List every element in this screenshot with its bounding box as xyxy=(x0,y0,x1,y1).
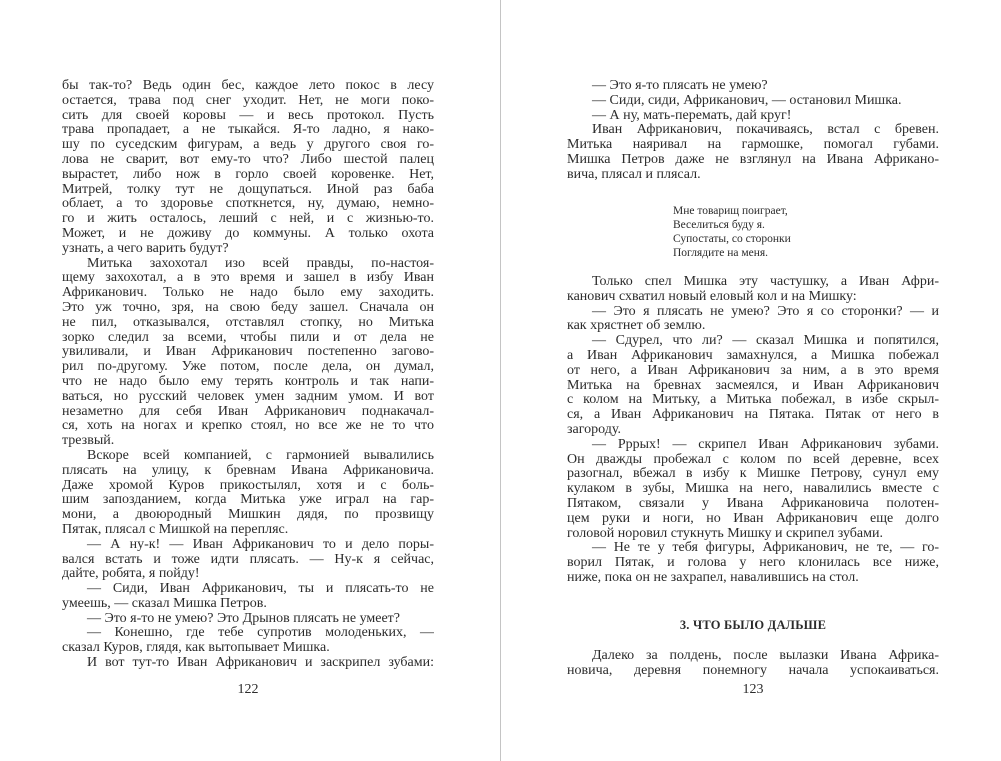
text-line: Митька наяривал на гармошке, помогал губами. xyxy=(567,138,939,153)
page-number-left: 122 xyxy=(237,682,259,697)
text-line: головой норовил стукнуть Мишку и скрипел зубами. xyxy=(567,526,883,541)
text-line: сказал Куров, глядя, как вытопывает Мишка. xyxy=(62,641,330,656)
text-line: — Рррых! — скрипел Иван Африканович зубами. xyxy=(592,437,939,452)
paragraph xyxy=(62,582,434,612)
text-line: Он дважды пробежал с колом по всей деревне, всех xyxy=(567,452,939,467)
text-line: что не надо было ему терять контроль и так напи- xyxy=(62,374,434,389)
text-line: Может, и не доживу до коммуны. А только охота xyxy=(62,226,434,241)
text-line: щему захохотал, а в это время и зашел в избу Иван xyxy=(62,271,434,286)
paragraph xyxy=(62,449,434,538)
paragraph xyxy=(62,656,434,671)
chapter-heading: 3. ЧТО БЫЛО ДАЛЬШЕ xyxy=(679,618,827,632)
text-line: Митька захохотал изо всей правды, по-настоя- xyxy=(87,256,434,271)
text-line: трезвый. xyxy=(62,434,115,449)
text-line: Мишка Петров даже не взглянул на Ивана Африкано- xyxy=(567,152,939,167)
poem-line: Веселиться буду я. xyxy=(673,219,765,231)
text-line: — Конешно, где тебе супротив молоденьких, — xyxy=(87,626,434,641)
right-page-text-bottom xyxy=(567,649,939,679)
text-line: го и жить осталось, леший с ней, и с жизнью-то. xyxy=(62,212,434,227)
text-line: Вскоре всей компанией, с гармонией вывалились xyxy=(87,448,434,463)
text-line: умеешь, — сказал Мишка Петров. xyxy=(62,596,267,611)
text-line: рил по-другому. Уже потом, после дела, он думал, xyxy=(62,360,434,375)
text-line: цем руки и ноги, но Иван Африканович еще долго xyxy=(567,511,939,526)
text-line: — Это я плясать не умею? Это я со сторонки? — и xyxy=(592,304,939,319)
text-line: Даже хромой Куров прикостылял, хотя и с боль- xyxy=(62,478,434,493)
text-line: шу по суседским фигурам, а ведь у другого своя го- xyxy=(62,138,434,153)
text-line: дайте, робята, я пойду! xyxy=(62,567,200,582)
text-line: ся, а Иван Африканович на Пятака. Пятак от него в xyxy=(567,408,939,423)
paragraph xyxy=(567,334,939,438)
text-line: И вот тут-то Иван Африканович и заскрипел зубами: xyxy=(87,656,434,671)
text-line: а Иван Африканович замахнулся, а Мишка побежал xyxy=(567,348,939,363)
text-line: — Не те у тебя фигуры, Африканович, не те, — го- xyxy=(592,541,939,556)
paragraph xyxy=(567,109,939,124)
right-page-text-middle xyxy=(567,275,939,586)
text-line: с колом на Митьку, а Митька побежал, в избе скрыл- xyxy=(567,393,939,408)
text-line: Митрей, толку тут не дощупаться. Иной раз баба xyxy=(62,182,434,197)
text-line: не пил, отказывался, отставлял стопку, но Митька xyxy=(62,315,434,330)
paragraph xyxy=(62,79,434,257)
text-line: бы так-то? Ведь один бес, каждое лето покос в лесу xyxy=(62,79,434,93)
text-line: вырастет, либо нож в горло своей коровенке. Нет, xyxy=(62,167,434,182)
page-number-right: 123 xyxy=(742,682,764,697)
text-line: — Сдурел, что ли? — сказал Мишка и попятился, xyxy=(592,334,939,349)
text-line: узнать, а чего варить будут? xyxy=(62,241,229,256)
text-line: Это уж точно, зря, на свою беду зашел. Сначала он xyxy=(62,300,434,315)
paragraph xyxy=(567,305,939,335)
text-line: — Сиди, сиди, Африканович, — остановил Мишка. xyxy=(592,93,902,108)
paragraph xyxy=(567,94,939,109)
left-page-text xyxy=(62,79,434,671)
text-line: сить для своей коровы — и весь протокол. Пусть xyxy=(62,108,434,123)
text-line: облает, а то здоровье споткнется, ну, думаю, немно- xyxy=(62,197,434,212)
text-line: кулаком в зубы, Мишка на него, навалились вместе с xyxy=(567,482,939,497)
text-line: мони, а двоюродный Мишкин дядя, по прозвищу xyxy=(62,508,434,523)
text-line: новича, деревня понемногу начала успокаиваться. xyxy=(567,663,939,678)
text-line: Только спел Мишка эту частушку, а Иван Афри- xyxy=(592,275,939,289)
poem-line: Поглядите на меня. xyxy=(673,247,769,259)
text-line: Пятаком, связали у Ивана Африкановича полотен- xyxy=(567,496,939,511)
text-line: Иван Африканович, покачиваясь, встал с бревен. xyxy=(592,123,939,138)
paragraph xyxy=(567,275,939,305)
text-line: — А ну, мать-перемать, дай круг! xyxy=(592,108,792,123)
text-line: незаметно для себя Иван Африканович поднакачал- xyxy=(62,404,434,419)
text-line: зорко следил за всеми, чтобы пили и от дела не xyxy=(62,330,434,345)
text-line: — А ну-к! — Иван Африканович то и дело поры- xyxy=(87,537,434,552)
paragraph xyxy=(62,538,434,582)
poem-line: Мне товарищ поиграет, xyxy=(673,205,788,217)
page-gutter xyxy=(500,0,501,761)
text-line: вича, плясал и плясал. xyxy=(567,167,701,182)
text-line: ниже, пока он не захрапел, навалившись на стол. xyxy=(567,570,859,585)
text-line: остается, трава под снег уходит. Нет, не моги поко- xyxy=(62,93,434,108)
text-line: — Это я-то плясать не умею? xyxy=(592,79,768,93)
paragraph xyxy=(62,257,434,449)
paragraph xyxy=(62,626,434,656)
text-line: загороду. xyxy=(567,422,621,437)
text-line: от него, а Иван Африканович за ним, а в это время xyxy=(567,363,939,378)
text-line: как хрястнет об землю. xyxy=(567,319,706,334)
text-line: шим запозданием, когда Митька уже играл на гар- xyxy=(62,493,434,508)
text-line: Митька на бревнах засмеялся, и Иван Африканович xyxy=(567,378,939,393)
text-line: плясать на улицу, к бревнам Ивана Африкановича. xyxy=(62,463,434,478)
text-line: увиливали, и Иван Африканович постепенно загово- xyxy=(62,345,434,360)
right-page-text-top xyxy=(567,79,939,183)
paragraph xyxy=(567,79,939,94)
text-line: Далеко за полдень, после вылазки Ивана Африка- xyxy=(592,649,939,663)
text-line: вался встать и тоже идти плясать. — Ну-к я сейчас, xyxy=(62,552,434,567)
paragraph xyxy=(567,438,939,542)
paragraph xyxy=(567,649,939,679)
text-line: — Это я-то не умею? Это Дрынов плясать не умеет? xyxy=(87,611,401,626)
text-line: разогнал, вбежал в избу к Мишке Петрову, сунул ему xyxy=(567,467,939,482)
text-line: — Сиди, Иван Африканович, ты и плясать-то не xyxy=(87,582,434,597)
text-line: ворил Пятак, и голова у него клонилась все ниже, xyxy=(567,556,939,571)
paragraph xyxy=(567,541,939,585)
text-line: лова не сварит, вот ему-то что? Либо шестой палец xyxy=(62,152,434,167)
poem-line: Супостаты, со сторонки xyxy=(673,233,791,245)
paragraph xyxy=(62,612,434,627)
text-line: трава пропадает, а не тыкайся. Я-то ладно, я нако- xyxy=(62,123,434,138)
text-line: ся, хоть на ногах и крепко стоял, но все же не то что xyxy=(62,419,434,434)
text-line: Пятак, плясал с Мишкой на перепляс. xyxy=(62,522,289,537)
text-line: Африканович. Только не надо было ему заходить. xyxy=(62,286,434,301)
paragraph xyxy=(567,123,939,182)
text-line: канович схватил новый еловый кол и на Мишку: xyxy=(567,289,857,304)
text-line: ваться, но русский человек умен задним умом. И вот xyxy=(62,389,434,404)
poem-verse xyxy=(673,204,791,260)
